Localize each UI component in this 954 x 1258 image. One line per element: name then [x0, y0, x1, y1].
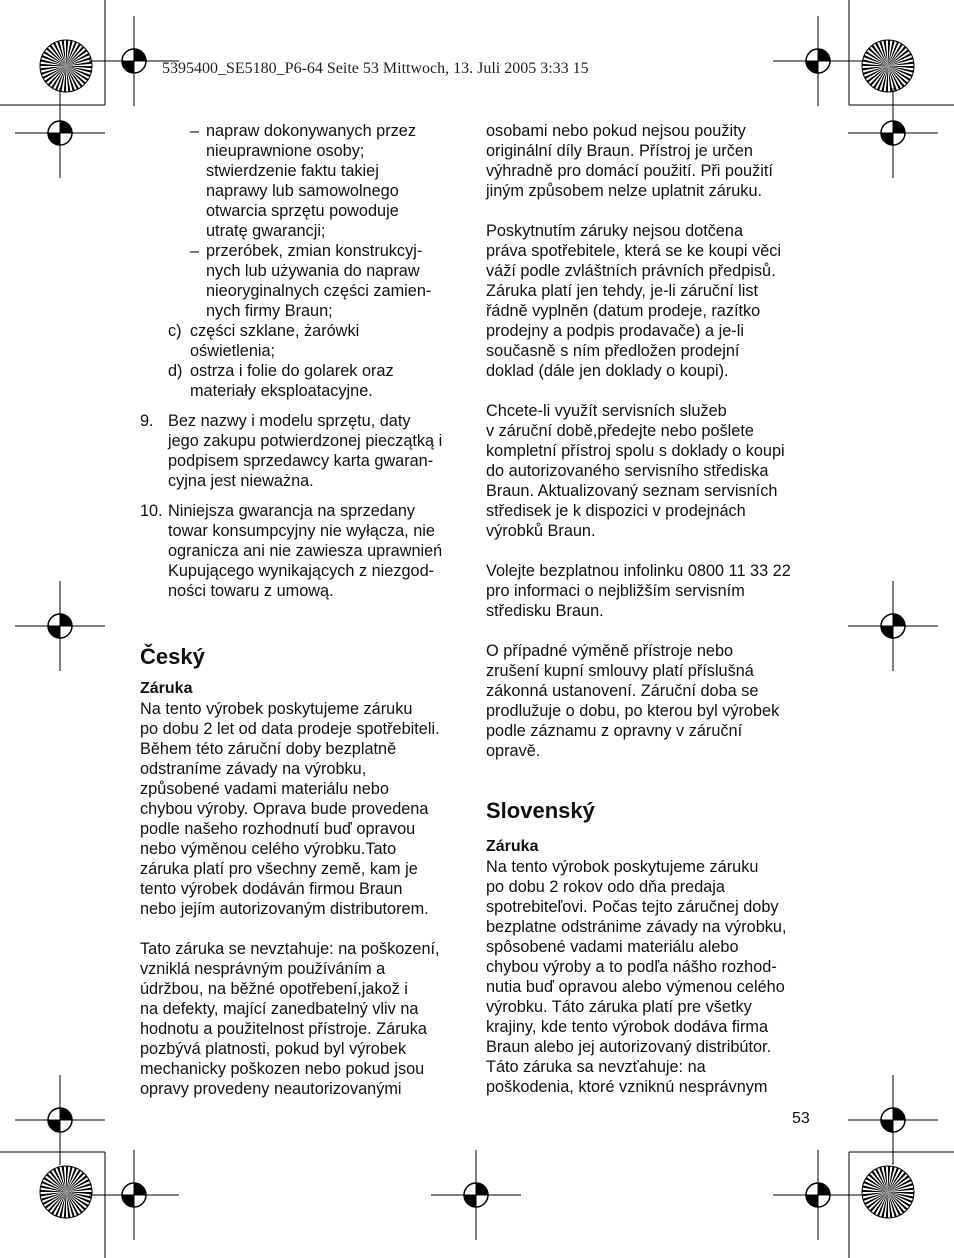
text-line: výrobku. Táto záruka platí pre všetky [486, 998, 752, 1016]
text-line: pozbývá platnosti, pokud byl výrobek [140, 1040, 407, 1058]
text-line: zákonná ustanovení. Záruční doba se [486, 682, 759, 700]
text-line: chybou výroby a to podľa nášho rozhod- [486, 958, 777, 976]
text-line: nieoryginalnych części zamien- [206, 282, 432, 300]
dash-item-1 [140, 121, 465, 241]
text-line: do autorizovaného servisního střediska [486, 462, 769, 480]
text-line: současně s ním předložen prodejní [486, 342, 740, 360]
text-line: osobami nebo pokud nejsou použity [486, 122, 746, 140]
list-marker: 10. [140, 502, 163, 520]
page-number: 53 [792, 1110, 810, 1127]
text-line: Niniejsza gwarancja na sprzedany [168, 502, 416, 520]
item-c [140, 321, 465, 361]
registration-mark-icon [15, 88, 105, 178]
list-marker: 9. [140, 412, 154, 430]
text-line: Táto záruka sa nevzťahuje: na [486, 1058, 706, 1076]
registration-mark-icon [431, 1150, 521, 1240]
list-marker: – [190, 242, 200, 260]
text-line: nieuprawnione osoby; [206, 142, 365, 160]
text-line: na defekty, mající zanedbatelný vliv na [140, 1000, 419, 1018]
text-line: podle našeho rozhodnutí buď opravou [140, 820, 416, 838]
item-9 [140, 411, 465, 491]
text-line: podpisem sprzedawcy karta gwaran- [168, 452, 434, 470]
text-line: Braun alebo jej autorizovaný distribútor. [486, 1038, 772, 1056]
text-line: prodlužuje o dobu, po kterou byl výrobek [486, 702, 780, 720]
starburst-icon [40, 40, 92, 92]
text-line: Chcete-li využít servisních služeb [486, 402, 727, 420]
print-header: 5395400_SE5180_P6-64 Seite 53 Mittwoch, 13. Juli 2005 3:33 15 [162, 60, 589, 77]
text-line: poškodenia, ktoré vzniknú nesprávnym [486, 1078, 768, 1096]
text-line: części szklane, żarówki [190, 322, 360, 340]
text-line: napraw dokonywanych przez [206, 122, 416, 140]
text-line: Tato záruka se nevztahuje: na poškození, [140, 940, 440, 958]
paragraph [140, 939, 465, 1099]
registration-mark-icon [848, 88, 938, 178]
text-line: Bez nazwy i modelu sprzętu, daty [168, 412, 411, 430]
text-line: originální díly Braun. Přístroj je určen [486, 142, 753, 160]
text-line: spôsobené vadami materiálu alebo [486, 938, 739, 956]
starburst-icon [862, 1166, 914, 1218]
right-column [486, 121, 811, 1097]
dash-item-2 [140, 241, 465, 321]
registration-mark-icon [848, 581, 938, 671]
text-line: mechanicky poškozen nebo pokud jsou [140, 1060, 425, 1078]
text-line: odstraníme závady na výrobku, [140, 760, 367, 778]
registration-mark-icon [15, 581, 105, 671]
text-line: kompletní přístroj spolu s doklady o koupi [486, 442, 785, 460]
text-line: středisek je k dispozici v prodejnách [486, 502, 746, 520]
text-line: Na tento výrobok poskytujeme záruku [486, 858, 759, 876]
list-marker: c) [168, 322, 182, 340]
text-line: po dobu 2 rokov odo dňa predaja [486, 878, 725, 896]
left-column [140, 121, 465, 1099]
text-line: doklad (dále jen doklady o koupi). [486, 362, 729, 380]
text-line: ogranicza ani nie zawiesza uprawnień [168, 542, 443, 560]
section-heading-slovensky: Slovenský [486, 798, 595, 823]
text-line: opravě. [486, 742, 541, 760]
starburst-icon [40, 1166, 92, 1218]
text-line: Braun. Aktualizovaný seznam servisních [486, 482, 778, 500]
text-line: ności towaru z umową. [168, 582, 334, 600]
text-line: nych lub używania do napraw [206, 262, 420, 280]
text-line: prodejny a podpis prodavače) a je-li [486, 322, 744, 340]
section-heading-cesky: Český [140, 644, 205, 669]
text-line: ostrza i folie do golarek oraz [190, 362, 394, 380]
registration-mark-icon [89, 1150, 179, 1240]
text-line: otwarcia sprzętu powoduje [206, 202, 399, 220]
paragraph [140, 699, 465, 919]
text-line: nych firmy Braun; [206, 302, 333, 320]
text-line: pro informaci o nejbližším servisním [486, 582, 745, 600]
list-marker: – [190, 122, 200, 140]
text-line: po dobu 2 let od data prodeje spotřebiteli. [140, 720, 440, 738]
text-line: výrobků Braun. [486, 522, 596, 540]
text-line: towar konsumpcyjny nie wyłącza, nie [168, 522, 435, 540]
text-line: spotrebiteľovi. Počas tejto záručnej doby [486, 898, 779, 916]
text-line: stwierdzenie faktu takiej [206, 162, 379, 180]
paragraph [486, 221, 811, 381]
text-line: zrušení kupní smlouvy platí příslušná [486, 662, 754, 680]
text-line: v záruční době,předejte nebo pošlete [486, 422, 754, 440]
text-line: utratę gwarancji; [206, 222, 326, 240]
text-line: tento výrobek dodáván firmou Braun [140, 880, 403, 898]
text-line: jiným způsobem nelze uplatnit záruku. [486, 182, 763, 200]
text-line: naprawy lub samowolnego [206, 182, 399, 200]
text-line: nebo jejím autorizovaným distributorem. [140, 900, 429, 918]
text-line: opravy provedeny neautorizovanými [140, 1080, 402, 1098]
text-line: vzniklá nesprávným používáním a [140, 960, 386, 978]
text-line: údržbou, na běžné opotřebení,jakož i [140, 980, 408, 998]
text-line: Volejte bezplatnou infolinku 0800 11 33 22 [486, 562, 791, 580]
text-line: výhradně pro domácí použití. Při použití [486, 162, 773, 180]
text-line: cyjna jest nieważna. [168, 472, 314, 490]
text-line: středisku Braun. [486, 602, 604, 620]
paragraph [486, 857, 811, 1097]
text-line: Kupującego wynikających z niezgod- [168, 562, 435, 580]
text-line: hodnotu a použitelnost přístroje. Záruka [140, 1020, 427, 1038]
list-marker: d) [168, 362, 183, 380]
text-line: Na tento výrobek poskytujeme záruku [140, 700, 413, 718]
text-line: Během této záruční doby bezplatně [140, 740, 397, 758]
text-line: bezplatne odstránime závady na výrobku, [486, 918, 787, 936]
text-line: oświetlenia; [190, 342, 276, 360]
text-line: záruka platí pro všechny země, kam je [140, 860, 418, 878]
text-line: váží podle zvláštních právních předpisů. [486, 262, 776, 280]
text-line: przeróbek, zmian konstrukcyj- [206, 242, 423, 260]
text-line: chybou výroby. Oprava bude provedena [140, 800, 429, 818]
subheading-zaruka: Záruka [486, 838, 539, 855]
text-line: práva spotřebitele, která se ke koupi věci [486, 242, 782, 260]
text-line: materiały eksploatacyjne. [190, 382, 373, 400]
paragraph [486, 561, 811, 621]
text-line: krajiny, kde tento výrobok dodáva firma [486, 1018, 769, 1036]
text-line: Poskytnutím záruky nejsou dotčena [486, 222, 744, 240]
text-line: Záruka platí jen tehdy, je-li záruční list [486, 282, 759, 300]
text-line: způsobené vadami materiálu nebo [140, 780, 389, 798]
paragraph [486, 641, 811, 761]
text-line: nutia buď opravou alebo výmenou celého [486, 978, 785, 996]
paragraph [486, 121, 811, 201]
text-line: jego zakupu potwierdzonej pieczątką i [168, 432, 443, 450]
paragraph [486, 401, 811, 541]
item-d [140, 361, 465, 401]
text-line: podle záznamu z opravny v záruční [486, 722, 743, 740]
starburst-icon [862, 40, 914, 92]
item-10 [140, 501, 465, 601]
text-line: O případné výměně přístroje nebo [486, 642, 734, 660]
text-line: řádně vyplněn (datum prodeje, razítko [486, 302, 761, 320]
text-line: nebo výměnou celého výrobku.Tato [140, 840, 397, 858]
subheading-zaruka: Záruka [140, 680, 193, 697]
